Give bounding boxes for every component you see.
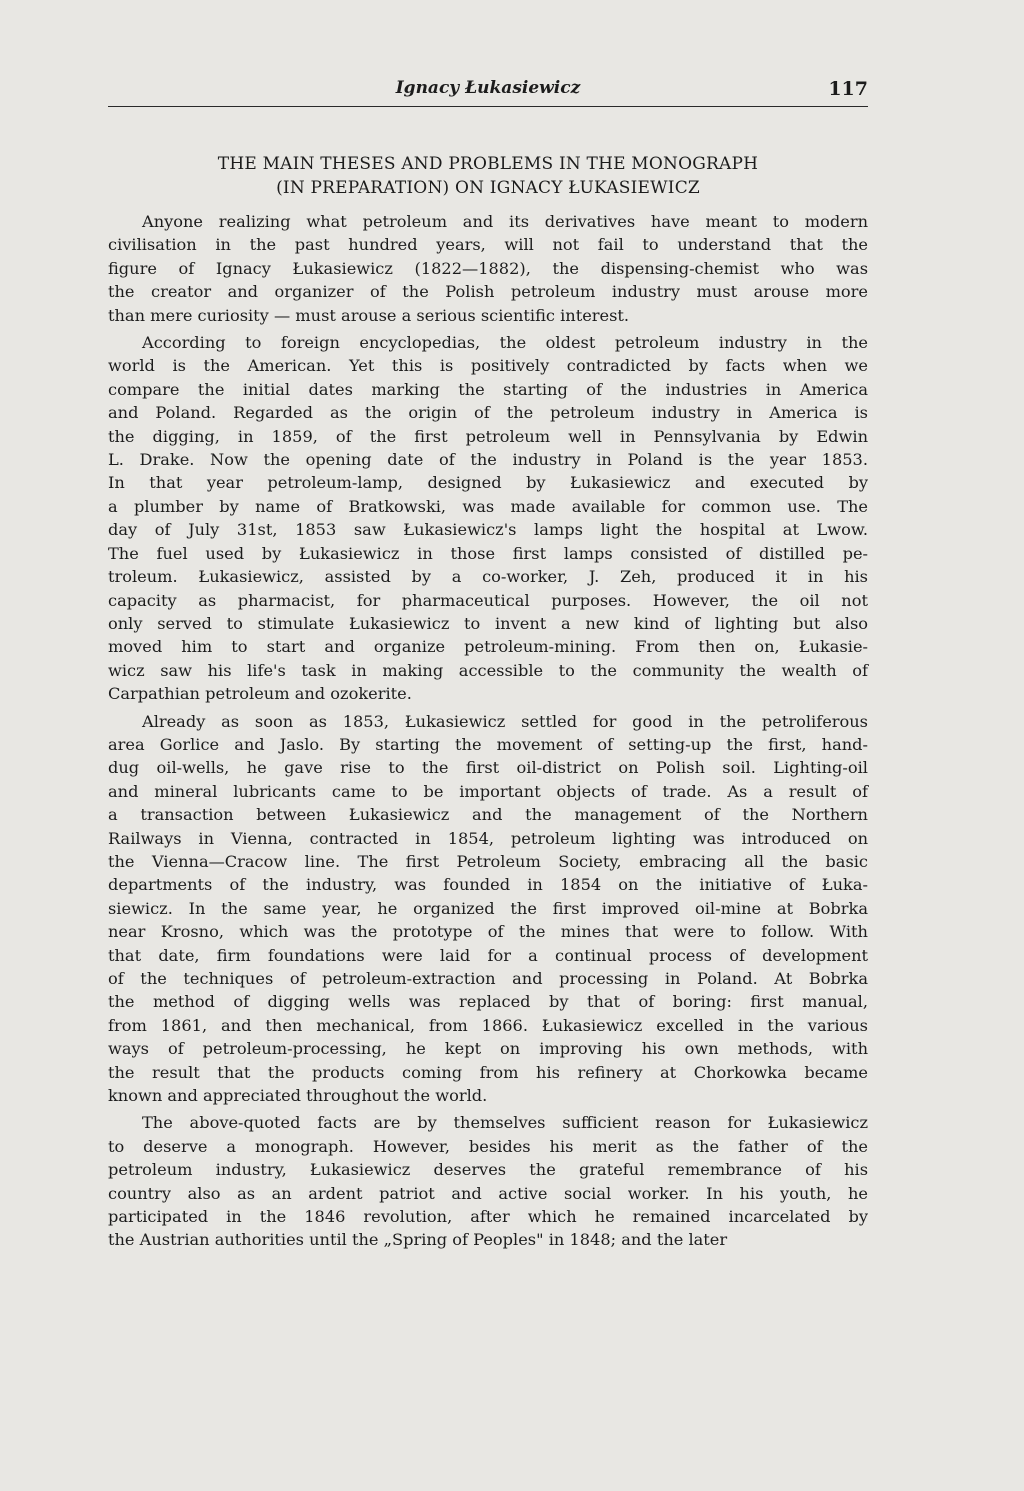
page-number: 117 — [828, 78, 868, 100]
paragraph-line: of the techniques of petroleum-extraction and processing in Poland. At Bobrka — [108, 969, 868, 988]
paragraph-line: near Krosno, which was the prototype of the mines that were to follow. With — [108, 922, 868, 942]
body-text — [108, 210, 868, 1256]
paragraph-line: departments of the industry, was founded in 1854 on the initiative of Łuka- — [108, 875, 868, 895]
paragraph-line: the result that the products coming from his refinery at Chorkowka became — [108, 1062, 868, 1082]
paragraph-line: world is the American. Yet this is positively contradicted by facts when we — [108, 356, 868, 376]
paragraph-line: country also as an ardent patriot and active social worker. In his youth, he — [108, 1183, 868, 1203]
paragraph-line: area Gorlice and Jaslo. By starting the movement of setting-up the first, hand- — [108, 734, 868, 754]
paragraph-line: and mineral lubricants came to be important objects of trade. As a result of — [108, 781, 868, 801]
paragraph — [108, 1111, 868, 1251]
paragraph-line: capacity as pharmacist, for pharmaceutical purposes. However, the oil not — [108, 590, 868, 610]
paragraph-line: than mere curiosity — must arouse a serious scientific interest. — [108, 305, 630, 325]
paragraph-line: In that year petroleum-lamp, designed by Łukasiewicz and executed by — [108, 473, 868, 493]
paragraph-line: siewicz. In the same year, he organized the first improved oil-mine at Bobrka — [108, 898, 868, 918]
paragraph — [108, 710, 868, 1108]
paragraph-line: the method of digging wells was replaced by that of boring: first manual, — [108, 992, 868, 1012]
paragraph-line: civilisation in the past hundred years, will not fail to understand that the — [108, 235, 868, 255]
paragraph-line: ways of petroleum-processing, he kept on improving his own methods, with — [108, 1039, 868, 1059]
paragraph-line: figure of Ignacy Łukasiewicz (1822—1882), the dispensing-chemist who was — [108, 258, 868, 278]
paragraph-line: troleum. Łukasiewicz, assisted by a co-worker, J. Zeh, produced it in his — [108, 567, 868, 587]
paragraph-line: moved him to start and organize petroleum-mining. From then on, Łukasie- — [108, 637, 868, 657]
paragraph-line: The above-quoted facts are by themselves sufficient reason for Łukasiewicz — [142, 1113, 868, 1133]
article-heading-line-2: (IN PREPARATION) ON IGNACY ŁUKASIEWICZ — [276, 178, 700, 198]
paragraph-line: from 1861, and then mechanical, from 1866. Łukasiewicz excelled in the various — [108, 1015, 868, 1035]
paragraph — [108, 210, 868, 327]
paragraph-line: the digging, in 1859, of the first petroleum well in Pennsylvania by Edwin — [108, 426, 868, 446]
paragraph-line: L. Drake. Now the opening date of the industry in Poland is the year 1853. — [108, 450, 868, 470]
paragraph-line: the Vienna—Cracow line. The first Petroleum Society, embracing all the basic — [108, 851, 868, 871]
paragraph-line: the creator and organizer of the Polish petroleum industry must arouse more — [108, 282, 868, 302]
paragraph-line: petroleum industry, Łukasiewicz deserves the grateful remembrance of his — [108, 1160, 868, 1180]
paragraph-line: to deserve a monograph. However, besides his merit as the father of the — [108, 1136, 868, 1156]
paragraph-line: Railways in Vienna, contracted in 1854, petroleum lighting was introduced on — [108, 828, 868, 848]
paragraph-line: known and appreciated throughout the world. — [108, 1086, 488, 1106]
paragraph-line: a transaction between Łukasiewicz and the management of the Northern — [108, 805, 868, 825]
running-header — [108, 76, 868, 107]
paragraph-line: compare the initial dates marking the starting of the industries in America — [108, 379, 868, 399]
paragraph-line: a plumber by name of Bratkowski, was made available for common use. The — [108, 496, 868, 516]
paragraph-line: The fuel used by Łukasiewicz in those first lamps consisted of distilled pe- — [108, 543, 868, 563]
paragraph-line: the Austrian authorities until the „Spring of Peoples" in 1848; and the later — [108, 1230, 728, 1250]
paragraph-line: only served to stimulate Łukasiewicz to invent a new kind of lighting but also — [108, 613, 868, 633]
paragraph — [108, 331, 868, 706]
paragraph-line: and Poland. Regarded as the origin of the petroleum industry in America is — [108, 403, 868, 423]
article-heading — [108, 152, 868, 200]
paragraph-line: dug oil-wells, he gave rise to the first oil-district on Polish soil. Lighting-oil — [108, 758, 868, 778]
paragraph-line: Carpathian petroleum and ozokerite. — [108, 684, 412, 704]
article-heading-line-1: THE MAIN THESES AND PROBLEMS IN THE MONOGRAPH — [217, 154, 759, 174]
paragraph-line: that date, firm foundations were laid for a continual process of development — [108, 945, 868, 965]
paragraph-line: According to foreign encyclopedias, the oldest petroleum industry in the — [142, 333, 868, 353]
running-title: Ignacy Łukasiewicz — [395, 78, 581, 98]
paragraph-line: Anyone realizing what petroleum and its derivatives have meant to modern — [142, 212, 868, 231]
paragraph-line: wicz saw his life's task in making accessible to the community the wealth of — [108, 660, 868, 680]
paragraph-line: participated in the 1846 revolution, after which he remained incarcelated by — [108, 1207, 868, 1227]
paragraph-line: day of July 31st, 1853 saw Łukasiewicz's lamps light the hospital at Lwow. — [108, 520, 868, 540]
paragraph-line: Already as soon as 1853, Łukasiewicz settled for good in the petroliferous — [142, 711, 868, 731]
